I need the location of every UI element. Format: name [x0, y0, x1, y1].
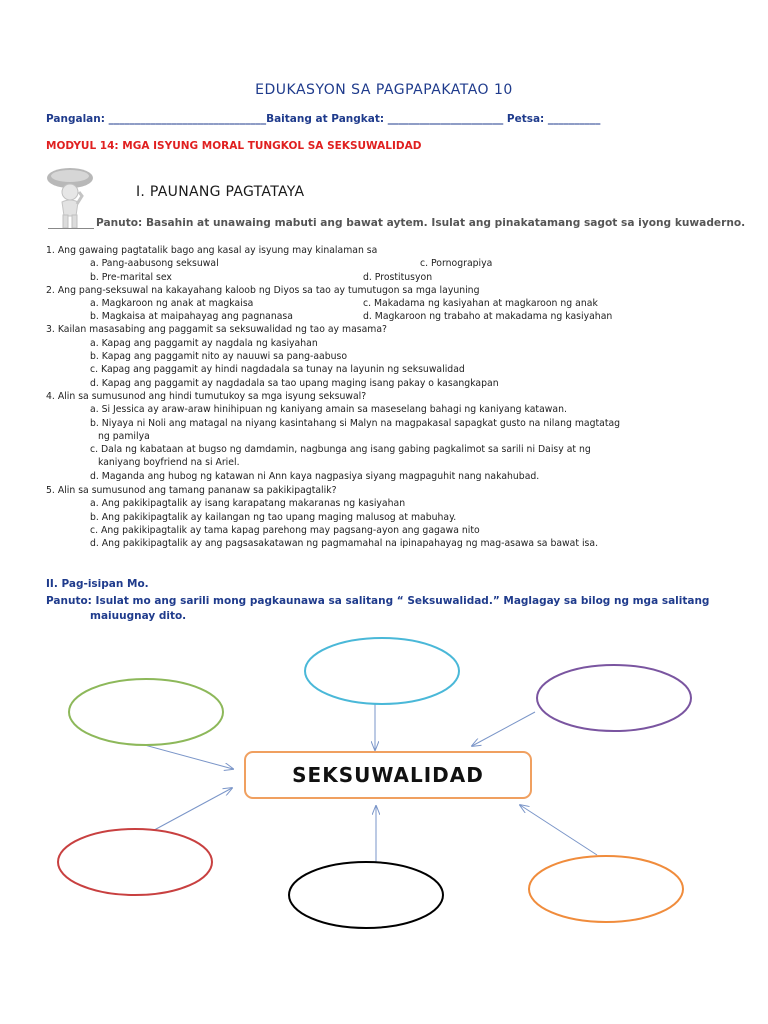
question-1-option-a: a. Pang-aabusong seksuwal: [90, 258, 219, 269]
bubble-bottom-left[interactable]: [58, 829, 212, 895]
bubble-top-left[interactable]: [69, 679, 223, 745]
instruction-underline: [48, 228, 94, 229]
question-5-option-b: b. Ang pakikipagtalik ay kailangan ng tao upang maging malusog at mabuhay.: [90, 512, 457, 523]
question-4-option-d: d. Maganda ang hubog ng katawan ni Ann kaya nagpasiya siyang magpaguhit nang nakahubad.: [90, 471, 540, 482]
bubble-top[interactable]: [305, 638, 459, 704]
question-2-option-a: a. Magkaroon ng anak at magkaisa: [90, 298, 254, 309]
center-concept-label: SEKSUWALIDAD: [292, 763, 484, 787]
question-4-stem: 4. Alin sa sumusunod ang hindi tumutukoy sa mga isyung seksuwal?: [46, 391, 367, 402]
question-4-option-b: b. Niyaya ni Noli ang matagal na niyang kasintahang si Malyn na magpakasal sapagkat gusto na nilang magtatag: [90, 418, 621, 429]
question-3-option-b: b. Kapag ang paggamit nito ay nauuwi sa pang-aabuso: [90, 351, 348, 362]
bubble-top-right[interactable]: [537, 665, 691, 731]
arrow-bottom-right: [520, 805, 597, 855]
section-one-instruction: Panuto: Basahin at unawaing mabuti ang bawat aytem. Isulat ang pinakatamang sagot sa iyong kuwaderno.: [96, 217, 746, 229]
question-3-option-c: c. Kapag ang paggamit ay hindi nagdadala sa tunay na layunin ng seksuwalidad: [90, 364, 465, 375]
bubble-bottom-center[interactable]: [289, 862, 443, 928]
section-two-instruction: Panuto: Isulat mo ang sarili mong pagkaunawa sa salitang “ Seksuwalidad.” Maglagay sa bilog ng mga salitang: [46, 595, 710, 607]
question-1-stem: 1. Ang gawaing pagtatalik bago ang kasal ay isyung may kinalaman sa: [46, 245, 378, 256]
question-3-option-d: d. Kapag ang paggamit ay nagdadala sa tao upang maging isang pakay o kasangkapan: [90, 378, 499, 389]
question-4-option-c: c. Dala ng kabataan at bugso ng damdamin, nagbunga ang isang gabing pagkalimot sa sarili ni Daisy at ng: [90, 444, 591, 455]
arrow-bottom-left: [145, 788, 232, 835]
section-two-instruction-cont: maiuugnay dito.: [90, 610, 187, 622]
question-2-stem: 2. Ang pang-seksuwal na kakayahang kaloob ng Diyos sa tao ay tumutugon sa mga layuning: [46, 285, 480, 296]
question-5-option-d: d. Ang pakikipagtalik ay ang pagsasakatawan ng pagmamahal na ipinapahayag ng mag-asawa sa bawat isa.: [90, 538, 599, 549]
arrow-top-right: [472, 712, 535, 746]
document-title: EDUKASYON SA PAGPAPAKATAO 10: [255, 82, 513, 98]
question-5-option-a: a. Ang pakikipagtalik ay isang karapatang makaranas ng kasiyahan: [90, 498, 406, 509]
concept-map-diagram: [0, 630, 768, 930]
question-2-option-d: d. Magkaroon ng trabaho at makadama ng kasiyahan: [363, 311, 613, 322]
module-title: MODYUL 14: MGA ISYUNG MORAL TUNGKOL SA SEKSUWALIDAD: [46, 140, 422, 152]
thinking-figure-icon: [44, 166, 96, 230]
question-3-option-a: a. Kapag ang paggamit ay nagdala ng kasiyahan: [90, 338, 318, 349]
section-one-heading: I. PAUNANG PAGTATAYA: [136, 184, 305, 200]
section-two-heading: II. Pag-isipan Mo.: [46, 578, 149, 590]
bubble-bottom-right[interactable]: [529, 856, 683, 922]
question-3-stem: 3. Kailan masasabing ang paggamit sa seksuwalidad ng tao ay masama?: [46, 324, 387, 335]
question-4-option-b-cont: ng pamilya: [98, 431, 150, 442]
question-1-option-d: d. Prostitusyon: [363, 272, 433, 283]
question-1-option-c: c. Pornograpiya: [420, 258, 493, 269]
question-5-option-c: c. Ang pakikipagtalik ay tama kapag parehong may pagsang-ayon ang gagawa nito: [90, 525, 480, 536]
question-4-option-a: a. Si Jessica ay araw-araw hinihipuan ng kaniyang amain sa maseselang bahagi ng kaniyang katawan.: [90, 404, 567, 415]
question-5-stem: 5. Alin sa sumusunod ang tamang pananaw sa pakikipagtalik?: [46, 485, 337, 496]
question-1-option-b: b. Pre-marital sex: [90, 272, 172, 283]
question-2-option-b: b. Magkaisa at maipahayag ang pagnanasa: [90, 311, 293, 322]
student-info-line: Pangalan: ______________________________Baitang at Pangkat: ______________________ Petsa: __________: [46, 113, 601, 125]
question-4-option-c-cont: kaniyang boyfriend na si Ariel.: [98, 457, 240, 468]
question-2-option-c: c. Makadama ng kasiyahan at magkaroon ng anak: [363, 298, 598, 309]
